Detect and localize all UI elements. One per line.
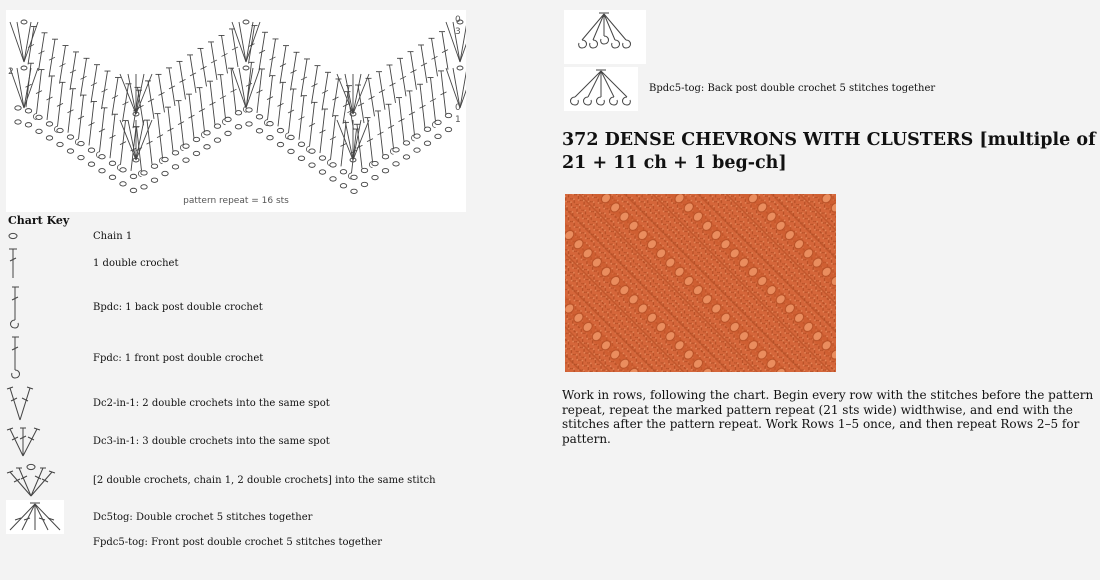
shell-stitch-mark [17, 68, 24, 108]
chain-stitch-mark [15, 106, 21, 110]
back-post-double-crochet-icon [6, 284, 24, 330]
double-crochet-mark [49, 39, 55, 77]
chain-stitch-mark [172, 151, 178, 155]
double-crochet-mark [81, 58, 87, 96]
shell-stitch-mark [239, 22, 246, 62]
cluster-mark [345, 74, 353, 114]
chain-stitch-mark [109, 175, 115, 179]
chain-stitch-mark [172, 165, 178, 169]
bpdc5-tog-label: Bpdc5-tog: Back post double crochet 5 stitches together [649, 83, 936, 94]
chain-stitch-mark [57, 142, 63, 146]
chain-stitch-mark [46, 122, 52, 126]
pattern-instructions: Work in rows, following the chart. Begin every row with the stitches before the pattern repeat, repeat the marked pattern repeat (21 sts wide) widthwise, and end with the stitches after the pattern repeat. Work Rows 1–5 once, and then repeat Rows 2–5 for pattern. [562, 388, 1094, 446]
double-crochet-mark [358, 85, 364, 123]
shell-stitch-mark [24, 68, 38, 108]
chain-stitch-mark [141, 171, 147, 175]
chain-stitch-mark [99, 169, 105, 173]
chain-stitch-mark [382, 169, 388, 173]
double-crochet-mark [280, 46, 286, 84]
shell-chain-mark [21, 20, 27, 24]
chain-stitch-mark [351, 175, 357, 179]
chain-stitch-mark [99, 155, 105, 159]
chain-stitch-mark [372, 161, 378, 165]
shell-chain-mark [243, 20, 249, 24]
double-crochet-mark [190, 55, 196, 93]
fpdc5-tog-icon [564, 10, 646, 64]
shell-stitch-mark [460, 68, 466, 108]
chain-stitch-mark [298, 156, 304, 160]
chain-stitch-mark [288, 135, 294, 139]
dc2-in-1-icon [6, 385, 34, 423]
key-text-dc5tog: Dc5tog: Double crochet 5 stitches together [93, 512, 313, 523]
chain-stitch-mark [235, 125, 241, 129]
double-crochet-mark [180, 61, 186, 99]
swatch-texture [565, 194, 836, 372]
chain-stitch-mark [78, 155, 84, 159]
chain-stitch-mark [246, 122, 252, 126]
chain-stitch-mark [277, 142, 283, 146]
chain-stitch-mark [351, 189, 357, 193]
chain-stitch-mark [36, 115, 42, 119]
double-crochet-mark [400, 58, 406, 96]
row-number-left: 2 [8, 67, 14, 77]
key-text-chain: Chain 1 [93, 231, 133, 242]
double-crochet-mark [123, 84, 129, 122]
chain-stitch-mark [435, 134, 441, 138]
front-post-double-crochet-icon [6, 334, 24, 380]
chart-key-title: Chart Key [8, 214, 70, 227]
double-crochet-mark [432, 38, 438, 76]
chain-stitch-mark [25, 123, 31, 127]
double-crochet-mark [148, 81, 154, 119]
key-row-dc5tog [0, 500, 530, 534]
chain-stitch-mark [361, 168, 367, 172]
dc3-in-1-icon [6, 425, 42, 459]
chain-stitch-mark [67, 135, 73, 139]
cluster-mark [128, 74, 136, 114]
key-row-bpdc [0, 284, 530, 330]
double-crochet-mark [211, 42, 217, 80]
double-crochet-mark [112, 77, 118, 115]
chain-stitch-mark [319, 156, 325, 160]
double-crochet-mark [169, 68, 175, 106]
double-crochet-mark [201, 48, 207, 86]
chain-stitch-mark [120, 182, 126, 186]
shell-stitch-mark [17, 22, 24, 62]
chain-stitch-mark [382, 155, 388, 159]
cluster-mark [120, 74, 136, 114]
cluster-mark [353, 74, 369, 114]
key-row-dc2-in-1 [0, 385, 530, 423]
double-crochet-mark [442, 32, 448, 70]
chain-stitch-mark [67, 149, 73, 153]
shell-chain-mark [457, 66, 463, 70]
chain-stitch-mark [183, 158, 189, 162]
chain-stitch-mark [46, 136, 52, 140]
key-row-fpdc [0, 334, 530, 380]
chain-stitch-mark [267, 122, 273, 126]
bpdc5-tog-symbol [564, 67, 638, 111]
key-row-fpdc5-tog [0, 537, 530, 551]
chain-stitch-mark [204, 145, 210, 149]
row-number-right: 1 [455, 115, 461, 125]
chain-stitch-mark [130, 174, 136, 178]
chain-stitch-mark [25, 109, 31, 113]
shell-stitch-mark [239, 68, 246, 108]
key-text-fpdc5-tog: Fpdc5-tog: Front post double crochet 5 stitches together [93, 537, 383, 548]
double-crochet-mark [322, 72, 328, 110]
chain-stitch-mark [78, 141, 84, 145]
key-row-double-crochet [0, 246, 530, 280]
shell-stitch-mark [24, 22, 31, 62]
double-crochet-mark [102, 71, 108, 109]
chain-stitch-mark [277, 128, 283, 132]
left-column [0, 0, 540, 580]
chain-stitch-mark [214, 138, 220, 142]
double-crochet-mark [39, 33, 45, 71]
v-stitch-shell-icon [6, 462, 58, 498]
chain-stitch-mark [267, 136, 273, 140]
double-crochet-mark [232, 29, 238, 67]
chain-stitch-mark [298, 142, 304, 146]
key-row-dc3-in-1 [0, 425, 530, 459]
shell-stitch-mark [446, 68, 460, 108]
shell-stitch-mark [10, 22, 24, 62]
chain-stitch-mark [393, 148, 399, 152]
chain-stitch-mark [225, 131, 231, 135]
double-crochet-mark [301, 59, 307, 97]
chain-icon [6, 231, 20, 241]
cluster-mark [345, 120, 353, 160]
chain-stitch-mark [340, 184, 346, 188]
row-number-right: 3 [455, 27, 461, 37]
chain-stitch-mark [15, 120, 21, 124]
chain-stitch-mark [330, 163, 336, 167]
cluster-mark [337, 120, 353, 160]
stitch-swatch-photo [565, 194, 836, 372]
cluster-mark [337, 74, 353, 114]
chain-stitch-mark [151, 164, 157, 168]
chain-stitch-mark [88, 162, 94, 166]
chain-stitch-mark [57, 128, 63, 132]
crochet-chart-diagram [6, 10, 466, 212]
chain-stitch-mark [130, 188, 136, 192]
chain-stitch-mark [445, 127, 451, 131]
chain-stitch-mark [36, 129, 42, 133]
double-crochet-mark [222, 35, 228, 73]
chain-stitch-mark [414, 148, 420, 152]
double-crochet-mark [270, 39, 276, 77]
chain-stitch-mark [109, 161, 115, 165]
chain-stitch-mark [183, 144, 189, 148]
row-number-right: 0 [455, 103, 461, 113]
double-crochet-mark [333, 79, 339, 117]
dc5tog-icon [6, 500, 64, 534]
bpdc5-tog-icon [564, 67, 638, 111]
double-crochet-mark [91, 65, 97, 103]
shell-chain-mark [21, 66, 27, 70]
shell-stitch-mark [460, 22, 466, 62]
right-column [560, 0, 1100, 580]
key-text-double-crochet: 1 double crochet [93, 258, 179, 269]
row-number-right: 0 [455, 15, 461, 25]
chain-stitch-mark [309, 163, 315, 167]
key-row-chain [0, 231, 530, 243]
double-crochet-mark [259, 32, 265, 70]
double-crochet-mark [390, 65, 396, 103]
shell-stitch-mark [24, 68, 31, 108]
chain-stitch-mark [193, 151, 199, 155]
double-crochet-mark [60, 46, 66, 84]
double-crochet-icon [6, 246, 20, 280]
key-text-dc3-in-1: Dc3-in-1: 3 double crochets into the same spot [93, 436, 330, 447]
double-crochet-mark [312, 66, 318, 104]
pattern-title: 372 DENSE CHEVRONS WITH CLUSTERS [multiple of 21 + 11 ch + 1 beg-ch] [562, 130, 1096, 173]
chain-stitch-mark [256, 129, 262, 133]
key-text-dc2-in-1: Dc2-in-1: 2 double crochets into the same spot [93, 398, 330, 409]
chain-stitch-mark [361, 182, 367, 186]
fpdc5-tog-symbol [564, 10, 646, 64]
chain-stitch-mark [162, 171, 168, 175]
chain-stitch-mark [340, 170, 346, 174]
chain-stitch-mark [88, 148, 94, 152]
chain-stitch-mark [162, 157, 168, 161]
shell-stitch-mark [24, 22, 38, 62]
key-text-fpdc: Fpdc: 1 front post double crochet [93, 353, 264, 364]
double-crochet-mark [70, 52, 76, 90]
shell-stitch-mark [232, 68, 246, 108]
double-crochet-mark [411, 52, 417, 90]
chain-stitch-mark [372, 175, 378, 179]
double-crochet-mark [369, 78, 375, 116]
chart-svg [6, 10, 466, 212]
double-crochet-mark [421, 45, 427, 83]
key-row-v-stitch [0, 462, 530, 498]
shell-stitch-mark [453, 68, 460, 108]
key-text-bpdc: Bpdc: 1 back post double crochet [93, 302, 263, 313]
pattern-repeat-label: pattern repeat = 16 sts [183, 196, 289, 206]
chain-stitch-mark [141, 185, 147, 189]
chain-stitch-mark [151, 178, 157, 182]
double-crochet-mark [291, 52, 297, 90]
shell-chain-mark [243, 66, 249, 70]
double-crochet-mark [159, 74, 165, 112]
shell-stitch-mark [246, 68, 253, 108]
chain-stitch-mark [288, 149, 294, 153]
chain-stitch-mark [319, 170, 325, 174]
shell-stitch-mark [246, 22, 260, 62]
key-text-v-stitch: [2 double crochets, chain 1, 2 double crochets] into the same stitch [93, 475, 436, 486]
chain-stitch-mark [246, 108, 252, 112]
chain-stitch-mark [256, 115, 262, 119]
double-crochet-mark [379, 72, 385, 110]
cluster-mark [136, 74, 144, 114]
chain-stitch-mark [424, 141, 430, 145]
chain-stitch-mark [309, 149, 315, 153]
chain-stitch-mark [403, 155, 409, 159]
chain-stitch-mark [330, 177, 336, 181]
chain-stitch-mark [393, 162, 399, 166]
chain-stitch-mark [120, 168, 126, 172]
